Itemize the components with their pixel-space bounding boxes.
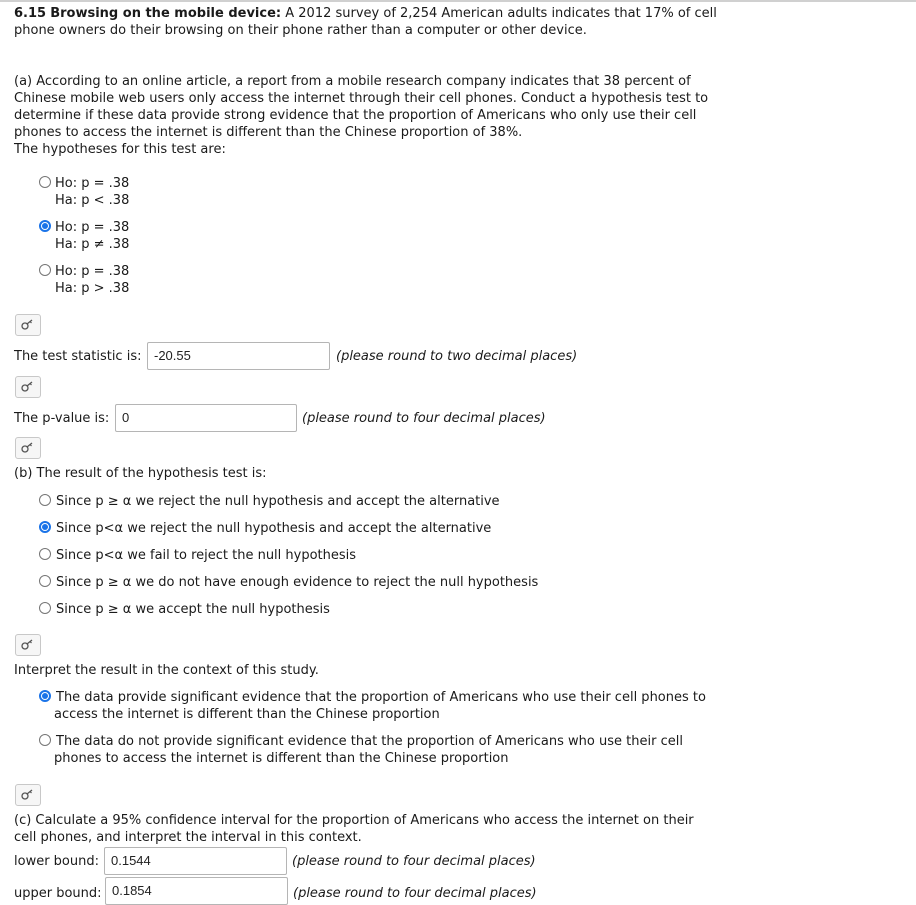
p-value-input[interactable]: 0	[115, 404, 297, 432]
problem-number: 6.15	[14, 6, 47, 21]
upper-bound-hint: (please round to four decimal places)	[293, 886, 537, 901]
part-c-line-2: cell phones, and interpret the interval in this context.	[14, 830, 362, 845]
part-c-line-1: (c) Calculate a 95% confidence interval for the proportion of Americans who access the internet on their	[14, 813, 694, 828]
key-icon	[21, 789, 35, 801]
result-option-5-radio[interactable]	[39, 602, 51, 614]
key-icon	[21, 319, 35, 331]
interpret-option-2-radio[interactable]	[39, 734, 51, 746]
test-statistic-label: The test statistic is:	[14, 349, 142, 364]
problem-intro-line-2: phone owners do their browsing on their phone rather than a computer or other device.	[14, 23, 587, 38]
hypothesis-option-3-radio[interactable]	[39, 264, 51, 276]
hypothesis-option-2-h0: Ho: p = .38	[55, 220, 130, 235]
hypotheses-prompt: The hypotheses for this test are:	[14, 142, 226, 157]
result-option-4-radio[interactable]	[39, 575, 51, 587]
part-b-prompt: (b) The result of the hypothesis test is:	[14, 466, 267, 481]
hypothesis-option-3-ha: Ha: p > .38	[55, 281, 130, 296]
result-option-3-label: Since p<α we fail to reject the null hypothesis	[56, 548, 357, 563]
part-a-line-2: Chinese mobile web users only access the internet through their cell phones. Conduct a hypothesis test to	[14, 91, 709, 106]
problem-intro-line-1	[14, 5, 717, 22]
hypothesis-option-3-h0: Ho: p = .38	[55, 264, 130, 279]
interpret-prompt: Interpret the result in the context of this study.	[14, 663, 319, 678]
result-option-2-radio[interactable]	[39, 521, 51, 533]
lower-bound-input[interactable]: 0.1544	[104, 847, 287, 875]
problem-title: Browsing on the mobile device:	[50, 6, 282, 21]
lower-bound-label: lower bound:	[14, 854, 99, 869]
upper-bound-label: upper bound:	[14, 886, 102, 901]
interpret-option-1-line-2: access the internet is different than the Chinese proportion	[54, 707, 440, 722]
interpret-option-2-line-2: phones to access the internet is different than the Chinese proportion	[54, 751, 509, 766]
key-icon	[21, 442, 35, 454]
result-option-5-label: Since p ≥ α we accept the null hypothesis	[56, 602, 330, 617]
result-option-4-label: Since p ≥ α we do not have enough evidence to reject the null hypothesis	[56, 575, 539, 590]
result-option-1-label: Since p ≥ α we reject the null hypothesis and accept the alternative	[56, 494, 500, 509]
hypothesis-option-1-ha: Ha: p < .38	[55, 193, 130, 208]
part-a-line-4: phones to access the internet is different than the Chinese proportion of 38%.	[14, 125, 523, 140]
interpret-option-2-line-1: The data do not provide significant evidence that the proportion of Americans who use their cell	[56, 734, 683, 749]
result-option-1-radio[interactable]	[39, 494, 51, 506]
interpret-option-1-radio[interactable]	[39, 690, 51, 702]
key-hint-button-hypotheses[interactable]	[15, 314, 41, 336]
problem-intro-text: A 2012 survey of 2,254 American adults indicates that 17% of cell	[285, 6, 717, 21]
part-a-line-1: (a) According to an online article, a report from a mobile research company indicates that 38 percent of	[14, 74, 691, 89]
upper-bound-input[interactable]: 0.1854	[105, 877, 288, 905]
p-value-hint: (please round to four decimal places)	[302, 411, 546, 426]
key-hint-button-p-value[interactable]	[15, 437, 41, 459]
result-option-2-label: Since p<α we reject the null hypothesis and accept the alternative	[56, 521, 492, 536]
test-statistic-hint: (please round to two decimal places)	[336, 349, 578, 364]
key-hint-button-interpret[interactable]	[15, 784, 41, 806]
part-a-line-3: determine if these data provide strong evidence that the proportion of Americans who only use their cell	[14, 108, 697, 123]
key-hint-button-test-statistic[interactable]	[15, 376, 41, 398]
hypothesis-option-1-h0: Ho: p = .38	[55, 176, 130, 191]
hypothesis-option-2-ha: Ha: p ≠ .38	[55, 237, 130, 252]
interpret-option-1-line-1: The data provide significant evidence that the proportion of Americans who use their cell phones to	[56, 690, 706, 705]
key-icon	[21, 639, 35, 651]
key-hint-button-result[interactable]	[15, 634, 41, 656]
top-divider	[0, 0, 916, 2]
p-value-label: The p-value is:	[14, 411, 110, 426]
test-statistic-input[interactable]: -20.55	[147, 342, 330, 370]
hypothesis-option-1-radio[interactable]	[39, 176, 51, 188]
hypothesis-option-2-radio[interactable]	[39, 220, 51, 232]
lower-bound-hint: (please round to four decimal places)	[292, 854, 536, 869]
result-option-3-radio[interactable]	[39, 548, 51, 560]
key-icon	[21, 381, 35, 393]
